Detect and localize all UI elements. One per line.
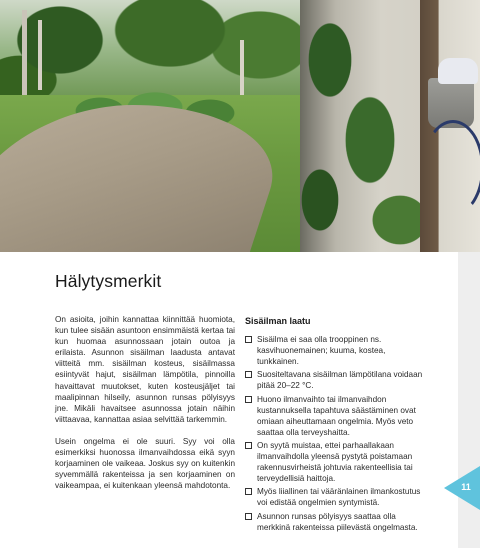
checkbox-icon	[245, 336, 252, 343]
photo-birch-trunk	[38, 20, 42, 90]
paragraph: Usein ongelma ei ole suuri. Syy voi olla esimerkiksi huonossa ilmanvaihdossa eikä syyn korjaaminen ole vaikeaa. Joskus syy on kuitenkin syvemmällä rakenteissa ja sen korjaaminen on vaikeampaa, ei kuitenkaan yleensä mahdotonta.	[55, 436, 235, 491]
photo-hose	[422, 120, 480, 216]
checklist-item-text: Myös liiallinen tai vääränlainen ilmankostutus voi edistää ongelmien syntymistä.	[257, 487, 421, 508]
checklist-item-text: On syytä muistaa, ettei parhaallakaan ilmanvaihdolla yleensä pystytä poistamaan rakennusvirheistä johtuvia rakenteellisia tai terveydellisiä haittoja.	[257, 440, 413, 484]
checklist-item	[245, 440, 427, 484]
checklist-item	[245, 486, 427, 508]
checkbox-icon	[245, 488, 252, 495]
section-title: Sisäilman laatu	[245, 316, 311, 326]
photo-bag	[438, 58, 478, 84]
checkbox-icon	[245, 371, 252, 378]
paragraph: On asioita, joihin kannattaa kiinnittää huomiota, kun tulee sisään asuntoon ensimmäistä kertaa tai kun huomaa asunnossaan jotain outoa ja erilaista. Asunnon sisäilman laadusta antavat viitteitä mm. sisäilman kosteus, sisäilmassa esiintyvät hajut, sisäilman lämpötila, pinnoilla havaittavat muutokset, kuten kosteusjäljet tai maalipinnan hilseily, asunnon runsas pölyisyys jne. Mikäli havaitsee asunnossa jotain näihin viittaavaa, kannattaa asiaa selvittää tarkemmin.	[55, 315, 235, 424]
page-number: 11	[461, 482, 471, 492]
checkbox-icon	[245, 442, 252, 449]
photo-ivy	[290, 0, 430, 252]
garden-photo	[0, 0, 480, 252]
photo-birch-trunk	[22, 10, 27, 95]
checklist-item	[245, 511, 427, 533]
checklist-item-text: Suositeltavana sisäilman lämpötilana voidaan pitää 20–22 °C.	[257, 370, 423, 391]
checklist-item-text: Huono ilmanvaihto tai ilmanvaihdon kustannuksella tapahtuva säästäminen ovat omiaan aiheuttamaan ongelmia. Myös veto saattaa olla terveyshaitta.	[257, 394, 416, 437]
checklist-item	[245, 369, 427, 391]
checkbox-icon	[245, 396, 252, 403]
checklist-item-text: Asunnon runsas pölyisyys saattaa olla merkkinä rakenteissa piilevästä ongelmasta.	[257, 511, 418, 532]
checklist	[245, 334, 427, 533]
left-column	[55, 314, 235, 502]
checkbox-icon	[245, 513, 252, 520]
photo-birch-trunk	[240, 40, 244, 100]
right-column	[245, 316, 427, 535]
checklist-item	[245, 334, 427, 367]
checklist-item	[245, 394, 427, 438]
checklist-item-text: Sisäilma ei saa olla trooppinen ns. kasvihuonemainen; kuuma, kostea, tunkkainen.	[257, 335, 386, 367]
page-heading: Hälytysmerkit	[55, 271, 162, 291]
